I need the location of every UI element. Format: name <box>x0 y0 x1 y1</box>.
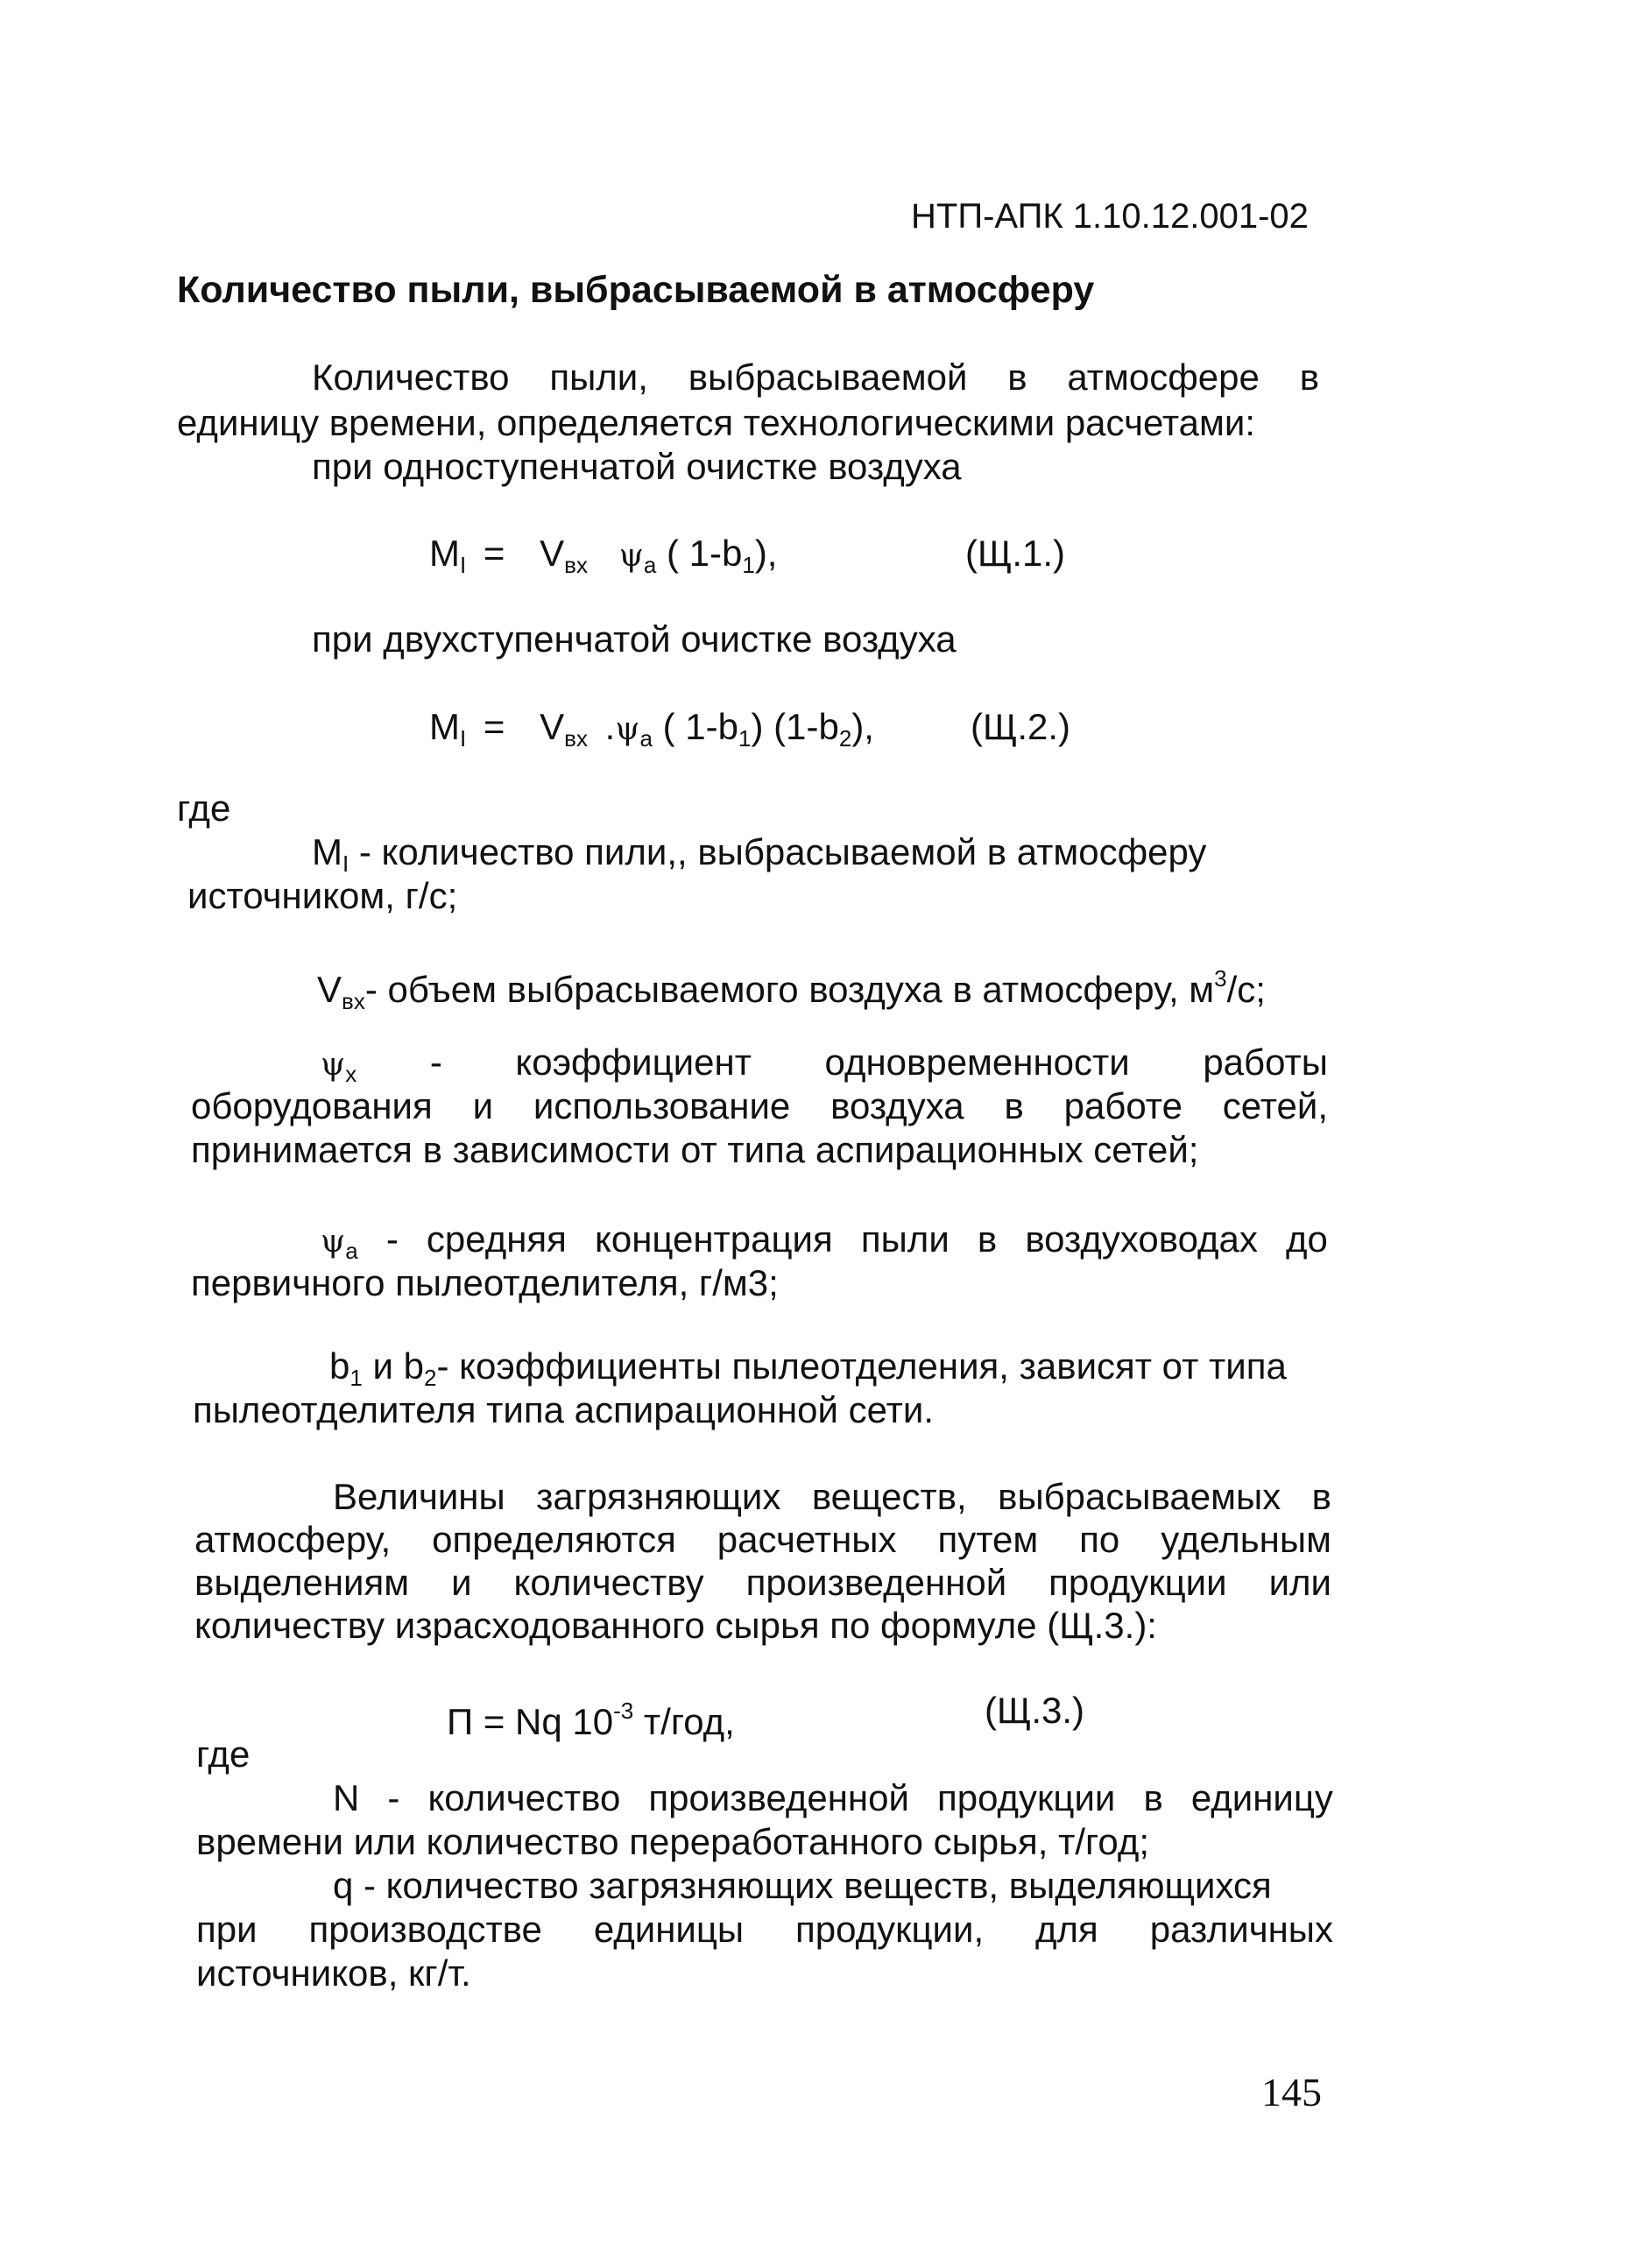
definition-psia-line-1: $\psi_a$ - средняя концентрация пыли в воздуховодах до <box>321 1218 1328 1264</box>
formula-1: $M_I = V_{вх}$ $\psi_a$ ( $1-b_1$), <box>429 533 778 578</box>
intro-line-3: при одноступенчатой очистке воздуха <box>312 446 962 487</box>
where-label: где <box>177 787 231 829</box>
definition-v: $V_{вх}-$ объем выбрасываемого воздуха в атмосферу, $м^3/с$; <box>317 965 1266 1014</box>
where-label-2: где <box>196 1733 251 1775</box>
definition-n-line-2: времени или количество переработанного сырья, т/год; <box>196 1821 1150 1862</box>
two-stage-label: при двухступенчатой очистке воздуха <box>312 618 957 660</box>
document-code: НТП-АПК 1.10.12.001-02 <box>911 197 1309 236</box>
formula-3: П = Nq $10^{-3}$ т/год, <box>447 1698 735 1742</box>
definition-psix-line-2: оборудования и использование воздуха в работе сетей, <box>191 1085 1328 1126</box>
para2-line-4: количеству израсходованного сырья по формуле (Щ.3.): <box>194 1605 1157 1646</box>
formula-3-number: (Щ.3.) <box>985 1690 1085 1731</box>
para2-line-3: выделениям и количеству произведенной продукции или <box>194 1562 1331 1603</box>
definition-m: $M_I$ - количество пили,, выбрасываемой в атмосферу <box>312 831 1207 877</box>
definition-psix-line-3: принимается в зависимости от типа аспирационных сетей; <box>191 1129 1199 1170</box>
intro-line-1: Количество пыли, выбрасываемой в атмосфере в <box>312 356 1319 398</box>
definition-m-cont: источником, г/с; <box>187 875 458 916</box>
section-title: Количество пыли, выбрасываемой в атмосферу <box>177 269 1095 311</box>
definition-b-cont: пылеотделителя типа аспирационной сети. <box>193 1389 934 1430</box>
formula-1-number: (Щ.1.) <box>965 533 1066 574</box>
para2-line-1: Величины загрязняющих веществ, выбрасываемых в <box>333 1476 1331 1517</box>
para2-line-2: атмосферу, определяются расчетных путем по удельным <box>194 1519 1331 1560</box>
intro-line-2: единицу времени, определяется технологическими расчетами: <box>177 402 1256 443</box>
formula-2-number: (Щ.2.) <box>971 706 1071 747</box>
formula-2: $M_I = V_{вх}$ $.\psi_a$ ( $1-b_1$) $(1-b_2)$, <box>429 706 874 752</box>
definition-psix-line-1: $\psi_x$ - коэффициент одновременности работы <box>321 1041 1328 1087</box>
definition-n-line-1: N - количество произведенной продукции в единицу <box>333 1777 1333 1818</box>
page-number: 145 <box>1261 2070 1322 2114</box>
definition-q-line-1: q - количество загрязняющих веществ, выделяющихся <box>333 1865 1272 1906</box>
definition-q-line-3: источников, кг/т. <box>196 1952 471 1994</box>
definition-psia-line-2: первичного пылеотделителя, г/м3; <box>191 1262 779 1303</box>
definition-b: $b_1$ и $b_2-$ коэффициенты пылеотделения, зависят от типа <box>329 1345 1287 1391</box>
definition-q-line-2: при производстве единицы продукции, для различных <box>196 1909 1333 1950</box>
